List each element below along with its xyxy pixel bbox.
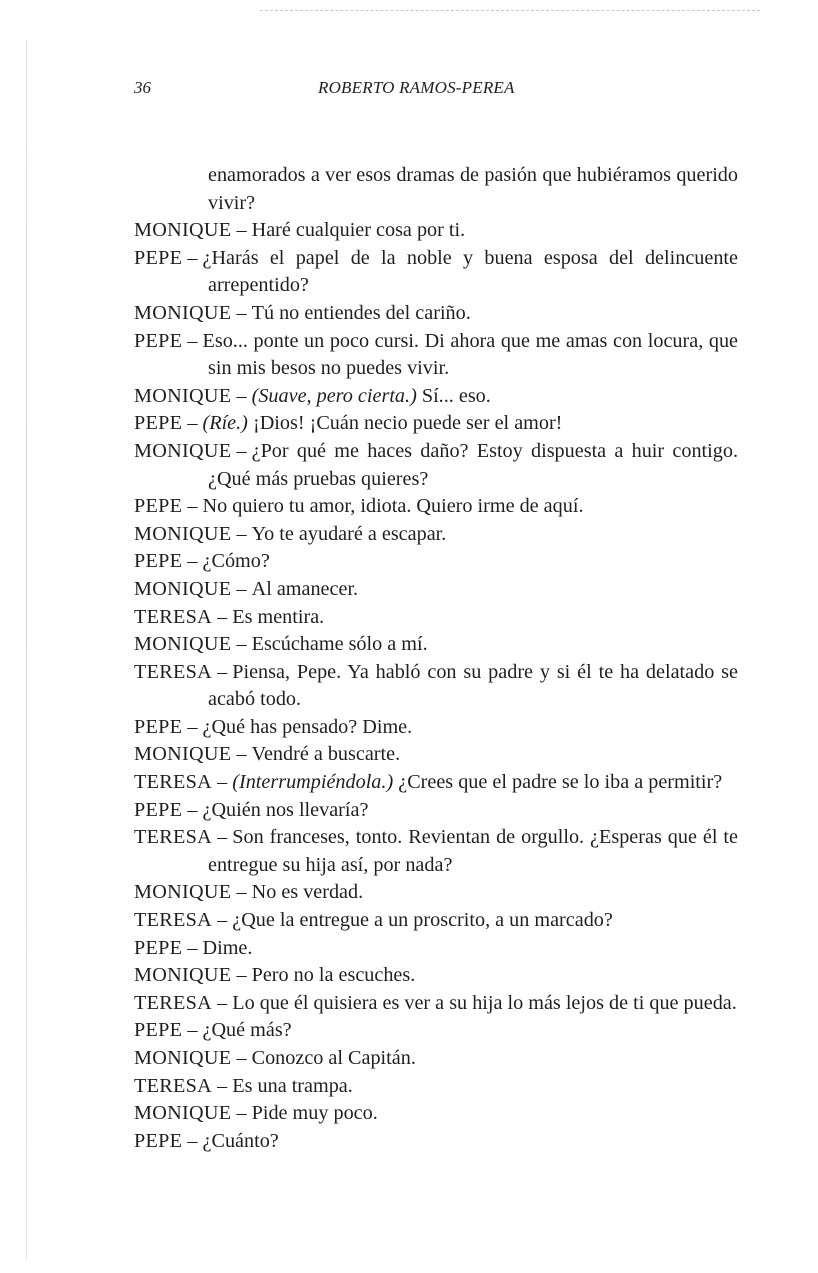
- speech-text: Dime.: [202, 936, 253, 959]
- dialogue-continuation: [134, 162, 738, 217]
- stage-direction: (Suave, pero cierta.): [251, 384, 417, 407]
- speaker-name: TERESA: [134, 826, 213, 849]
- dialogue-text: [134, 162, 738, 1155]
- dialogue-line: [134, 797, 738, 825]
- dialogue-line: [134, 962, 738, 990]
- speaker-name: PEPE: [134, 495, 183, 518]
- dialogue-line: [134, 410, 738, 438]
- speech-text: ¿Que la entregue a un proscrito, a un marcado?: [232, 909, 613, 932]
- speech-text: ¡Dios! ¡Cuán necio puede ser el amor!: [252, 412, 563, 435]
- speaker-name: MONIQUE: [134, 964, 232, 987]
- speaker-dash: –: [236, 219, 247, 242]
- speaker-name: MONIQUE: [134, 1047, 232, 1069]
- speech-text: Pide muy poco.: [251, 1102, 378, 1125]
- speaker-dash: –: [236, 881, 247, 904]
- dialogue-line: [134, 1128, 738, 1156]
- dialogue-line: [134, 907, 738, 935]
- speech-text: ¿Cuánto?: [202, 1129, 279, 1152]
- speaker-dash: –: [217, 771, 228, 794]
- speaker-name: PEPE: [134, 936, 183, 959]
- speaker-dash: –: [236, 522, 247, 545]
- dialogue-line: [134, 521, 738, 549]
- speech-text: ¿Qué más?: [202, 1019, 292, 1042]
- dialogue-line: [134, 245, 738, 300]
- speech-text: Son franceses, tonto. Revientan de orgullo. ¿Esperas que él te entregue su hija así, por nada?: [208, 826, 738, 876]
- speaker-dash: –: [236, 633, 247, 656]
- speaker-dash: –: [187, 329, 198, 352]
- dialogue-line: [134, 714, 738, 742]
- dialogue-line: [134, 824, 738, 879]
- dialogue-line: [134, 631, 738, 659]
- speaker-name: MONIQUE: [134, 219, 232, 242]
- speaker-dash: –: [217, 1074, 228, 1097]
- speaker-dash: –: [217, 660, 228, 683]
- speaker-dash: –: [187, 1129, 198, 1152]
- dialogue-line: [134, 576, 738, 604]
- speaker-name: MONIQUE: [134, 577, 232, 600]
- dialogue-line: [134, 879, 738, 907]
- speech-text: Vendré a buscarte.: [251, 743, 401, 766]
- dialogue-line: [134, 300, 738, 328]
- speaker-dash: –: [187, 495, 198, 518]
- speech-text: Sí... eso.: [421, 384, 491, 407]
- speaker-dash: –: [217, 826, 228, 849]
- stage-direction: (Ríe.): [202, 412, 248, 435]
- speech-text: Tú no entiendes del cariño.: [251, 301, 471, 324]
- speech-text: Yo te ayudaré a escapar.: [251, 522, 447, 545]
- speech-text: Piensa, Pepe. Ya habló con su padre y si él te ha delatado se acabó todo.: [208, 660, 738, 711]
- speaker-name: PEPE: [134, 715, 183, 738]
- speech-text: Es una trampa.: [232, 1074, 353, 1097]
- dialogue-line: [134, 1017, 738, 1045]
- speaker-dash: –: [236, 743, 247, 766]
- dialogue-line: [134, 1073, 738, 1101]
- speech-text: Lo que él quisiera es ver a su hija lo más lejos de ti que pueda.: [232, 991, 737, 1014]
- speech-text: Es mentira.: [232, 605, 325, 628]
- speaker-dash: –: [217, 605, 228, 628]
- speech-text: Pero no la escuches.: [251, 964, 416, 987]
- dialogue-line: [134, 438, 738, 493]
- speaker-name: MONIQUE: [134, 1102, 232, 1125]
- dialogue-line: [134, 328, 738, 383]
- speaker-name: MONIQUE: [134, 881, 232, 904]
- speech-text: No es verdad.: [251, 881, 364, 904]
- running-head: [0, 78, 818, 102]
- dialogue-line: [134, 741, 738, 769]
- dialogue-line: [134, 217, 738, 245]
- speaker-name: MONIQUE: [134, 633, 232, 656]
- speaker-name: TERESA: [134, 991, 213, 1014]
- speech-text: ¿Crees que el padre se lo iba a permitir?: [398, 771, 723, 794]
- speech-text: Haré cualquier cosa por ti.: [251, 219, 466, 242]
- speech-text: ¿Harás el papel de la noble y buena esposa del delincuente arrepentido?: [202, 246, 738, 297]
- speaker-name: PEPE: [134, 550, 183, 573]
- speaker-name: PEPE: [134, 1129, 183, 1152]
- speaker-name: TERESA: [134, 1074, 213, 1097]
- dialogue-line: [134, 990, 738, 1018]
- speaker-dash: –: [187, 798, 198, 821]
- speaker-name: TERESA: [134, 909, 213, 932]
- speaker-name: PEPE: [134, 246, 183, 269]
- dialogue-line: [134, 659, 738, 714]
- speaker-name: PEPE: [134, 412, 183, 435]
- speech-text: enamorados a ver esos dramas de pasión que hubiéramos querido vivir?: [208, 164, 738, 214]
- speaker-name: TERESA: [134, 660, 213, 683]
- dialogue-line: [134, 548, 738, 576]
- dialogue-line: [134, 604, 738, 632]
- speaker-name: PEPE: [134, 798, 183, 821]
- speaker-name: PEPE: [134, 329, 183, 352]
- speaker-dash: –: [236, 301, 247, 324]
- dialogue-line: [134, 493, 738, 521]
- speaker-dash: –: [236, 964, 247, 987]
- speech-text: ¿Qué has pensado? Dime.: [202, 715, 413, 738]
- speaker-name: MONIQUE: [134, 301, 232, 324]
- dialogue-line: [134, 1100, 738, 1128]
- speaker-name: TERESA: [134, 771, 213, 794]
- speech-text: Conozco al Capitán.: [251, 1047, 416, 1069]
- speech-text: Escúchame sólo a mí.: [251, 633, 428, 656]
- speaker-dash: –: [236, 439, 247, 462]
- running-head-author: ROBERTO RAMOS-PEREA: [318, 78, 515, 97]
- speaker-name: MONIQUE: [134, 743, 232, 766]
- speaker-dash: –: [187, 936, 198, 959]
- speech-text: Al amanecer.: [251, 577, 359, 600]
- speaker-dash: –: [217, 991, 228, 1014]
- speaker-dash: –: [187, 1019, 198, 1042]
- speaker-dash: –: [217, 909, 228, 932]
- speaker-dash: –: [187, 412, 198, 435]
- speaker-dash: –: [236, 1102, 247, 1125]
- speech-text: ¿Quién nos llevaría?: [202, 798, 369, 821]
- speaker-dash: –: [236, 577, 247, 600]
- dialogue-line: [134, 769, 738, 797]
- speaker-dash: –: [187, 246, 198, 269]
- scan-edge-left: [26, 40, 27, 1260]
- speaker-dash: –: [187, 550, 198, 573]
- speaker-name: MONIQUE: [134, 522, 232, 545]
- speaker-dash: –: [236, 384, 247, 407]
- stage-direction: (Interrumpiéndola.): [232, 771, 394, 794]
- speech-text: ¿Cómo?: [202, 550, 270, 573]
- speaker-name: PEPE: [134, 1019, 183, 1042]
- dialogue-line: [134, 1045, 738, 1073]
- speaker-name: MONIQUE: [134, 384, 232, 407]
- speaker-dash: –: [236, 1047, 247, 1069]
- speaker-name: TERESA: [134, 605, 213, 628]
- speech-text: No quiero tu amor, idiota. Quiero irme de aquí.: [202, 495, 584, 518]
- dialogue-line: [134, 935, 738, 963]
- dialogue-line: [134, 383, 738, 411]
- scan-edge-top: [260, 10, 760, 12]
- speech-text: Eso... ponte un poco cursi. Di ahora que me amas con locura, que sin mis besos no puedes vivir.: [202, 329, 738, 380]
- speaker-dash: –: [187, 715, 198, 738]
- page-number: 36: [134, 78, 151, 97]
- speaker-name: MONIQUE: [134, 439, 232, 462]
- speech-text: ¿Por qué me haces daño? Estoy dispuesta a huir contigo. ¿Qué más pruebas quieres?: [208, 439, 738, 490]
